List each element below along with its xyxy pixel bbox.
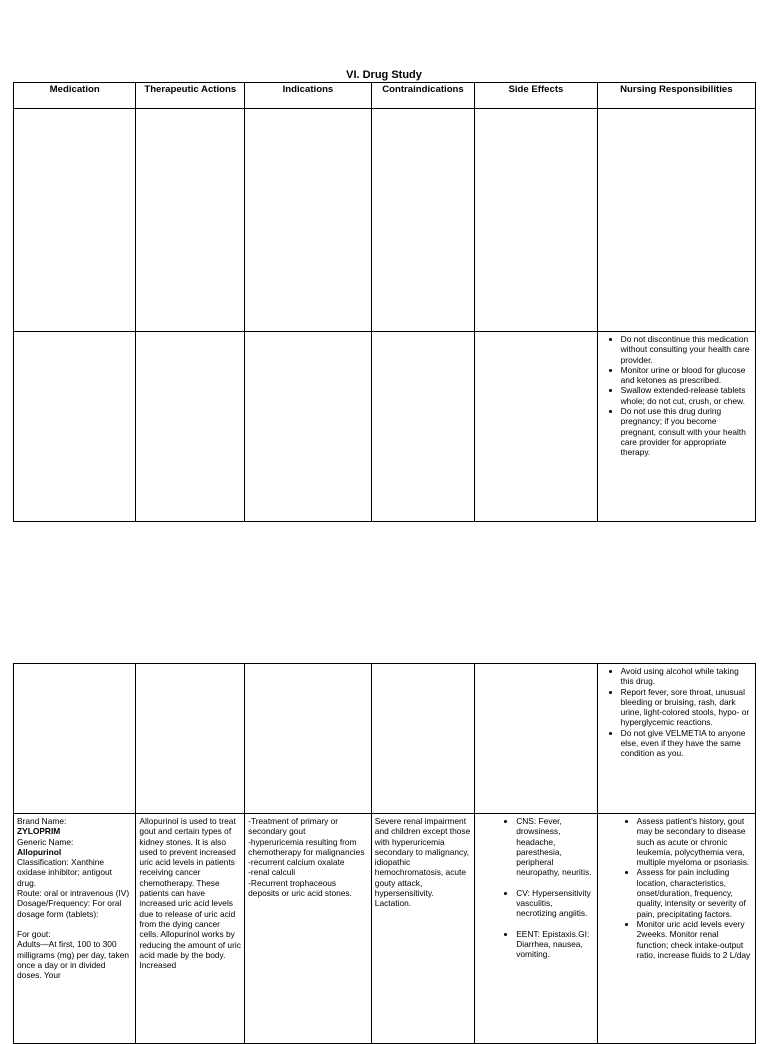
list-item: • CV: Hypersensitivity vasculitis, necrotizing angiitis.: [516, 888, 593, 919]
cell: [475, 109, 597, 332]
drug-study-table-page2: [13, 663, 756, 1044]
table-row: [14, 814, 756, 1044]
cell: [245, 109, 372, 332]
list-item: • CNS: Fever, drowsiness, headache, paresthesia, peripheral neuropathy, neuritis.: [516, 816, 593, 878]
cell: [371, 664, 474, 814]
therapeutic-actions-cell: [136, 814, 245, 1044]
dosage: Dosage/Frequency: For oral dosage form (tablets):: [17, 898, 122, 919]
nursing-responsibilities-cell: [597, 332, 755, 522]
header-row: [14, 83, 756, 109]
generic-name-label: Generic Name:: [17, 836, 74, 847]
cell: [371, 109, 474, 332]
generic-name: Allopurinol: [17, 846, 62, 857]
cell: [597, 109, 755, 332]
header-side-effects: Side Effects: [475, 83, 597, 109]
cell: [14, 109, 136, 332]
classification: Classification: Xanthine oxidase inhibitor; antigout drug.: [17, 857, 112, 888]
side-effects-list: [478, 816, 593, 960]
side-effects-cell: [475, 814, 597, 1044]
cell: [475, 664, 597, 814]
brand-name-label: Brand Name:: [17, 816, 67, 826]
cell: [245, 664, 372, 814]
list-item: • EENT: Epistaxis.GI: Diarrhea, nausea, vomiting.: [516, 929, 593, 960]
indication-item: -Recurrent trophaceous deposits or uric acid stones.: [248, 877, 352, 899]
cell: [371, 332, 474, 522]
route: Route: oral or intravenous (IV): [17, 888, 130, 899]
indication-item: -renal calculi: [248, 867, 296, 878]
document-title: VI. Drug Study: [346, 69, 422, 81]
header-medication: Medication: [14, 83, 136, 109]
nursing-list: [601, 816, 752, 960]
header-contraindications: Contraindications: [371, 83, 474, 109]
list-item: • Report fever, sore throat, unusual bleeding or bruising, rash, dark urine, light-colored stools, hypo- or hyperglycemic reactions.: [621, 687, 752, 728]
cell: [14, 664, 136, 814]
table-row: [14, 109, 756, 332]
list-item: • Swallow extended-release tablets whole; do not cut, crush, or chew.: [621, 385, 752, 406]
header-therapeutic-actions: Therapeutic Actions: [136, 83, 245, 109]
header-indications: Indications: [245, 83, 372, 109]
list-item: • Do not use this drug during pregnancy; if you become pregnant, consult with your health care provider for appropriate therapy.: [621, 406, 752, 457]
nursing-responsibilities-cell: [597, 664, 755, 814]
brand-name: ZYLOPRIM: [17, 826, 61, 837]
list-item: • Avoid using alcohol while taking this drug.: [621, 666, 752, 687]
contraindications-cell: [371, 814, 474, 1044]
indication-item: -hyperuricemia resulting from chemotherapy for malignancies: [248, 836, 365, 857]
indication-item: -recurrent calcium oxalate: [248, 857, 345, 868]
cell: [136, 332, 245, 522]
nursing-list: [601, 666, 752, 759]
list-item: • Monitor urine or blood for glucose and ketones as prescribed.: [621, 365, 752, 386]
cell: [136, 664, 245, 814]
therapeutic-actions-text: Allopurinol is used to treat gout and certain types of kidney stones. It is also used to prevent increased uric acid levels in patients receiving cancer chemotherapy. These patients can have increased uric acid levels due to release of uric acid from the dying cancer cells. Allopurinol works by reducing the amount of uric acid made by the body. Increased: [139, 816, 241, 971]
list-item: • Do not give VELMETIA to anyone else, even if they have the same condition as you.: [621, 728, 752, 759]
cell: [14, 332, 136, 522]
nursing-responsibilities-cell: [597, 814, 755, 1044]
list-item: • Monitor uric acid levels every 2weeks. Monitor renal function; check intake-output ratio, increase fluids to 2 L/day: [637, 919, 752, 960]
cell: [475, 332, 597, 522]
medication-cell: [14, 814, 136, 1044]
list-item: • Assess patient's history, gout may be secondary to disease such as acute or chronic leukemia, polycythemia vera, multiple myeloma or psoriasis.: [637, 816, 752, 867]
indications-cell: [245, 814, 372, 1044]
gout-dosage: Adults—At first, 100 to 300 milligrams (mg) per day, taken once a day or in divided doses. Your: [17, 939, 130, 981]
drug-study-table-page1: [13, 82, 756, 522]
cell: [136, 109, 245, 332]
header-nursing-responsibilities: Nursing Responsibilities: [597, 83, 755, 109]
cell: [245, 332, 372, 522]
table-row: [14, 664, 756, 814]
contraindications-text: Severe renal impairment and children except those with hyperuricemia secondary to malignancy, idiopathic hemochromatosis, acute gouty attack, hypersensitivity. Lactation.: [374, 816, 471, 909]
indication-item: -Treatment of primary or secondary gout: [248, 816, 339, 837]
nursing-list: [601, 334, 752, 458]
table-row: [14, 332, 756, 522]
list-item: • Do not discontinue this medication without consulting your health care provider.: [621, 334, 752, 365]
gout-label: For gout:: [17, 928, 51, 939]
list-item: • Assess for pain including location, characteristics, onset/duration, frequency, quality, intensity or severity of pain, precipitating factors.: [637, 867, 752, 918]
